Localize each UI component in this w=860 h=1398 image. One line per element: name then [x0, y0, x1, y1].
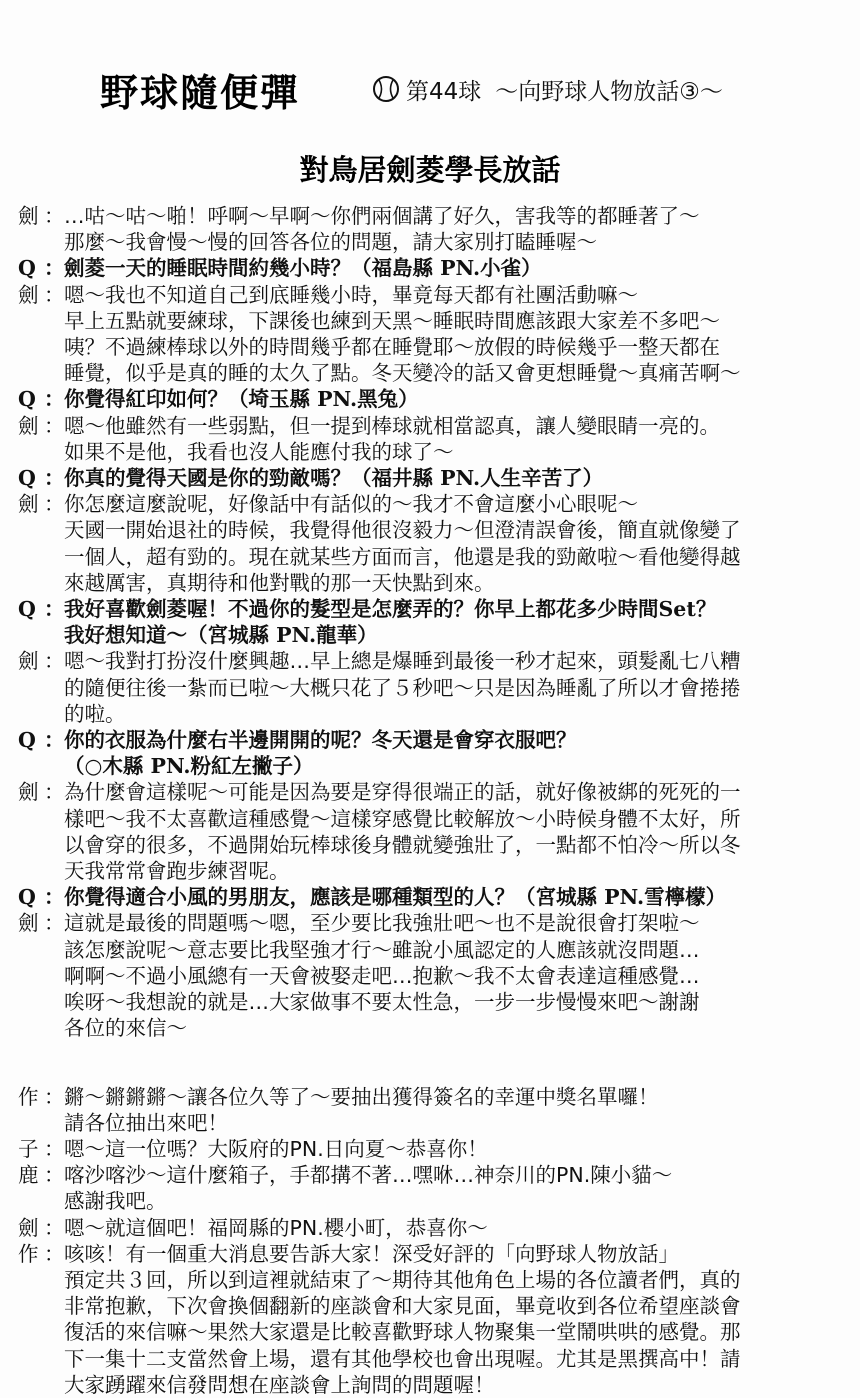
- qa-content: [18, 203, 818, 1398]
- speaker-colon: ：: [44, 466, 65, 491]
- speaker-colon: ：: [44, 1084, 65, 1109]
- entry-text: 你的衣服為什麼右半邊開開的呢？冬天還是會穿衣服吧？ （○木縣 PN.粉紅左撇子）: [64, 728, 577, 779]
- section-subtitle: 對鳥居劍菱學長放話: [299, 153, 561, 187]
- closing-entry: [18, 1136, 818, 1162]
- entry-text: 你真的覺得天國是你的勁敵嗎？（福井縣 PN.人生辛苦了）: [64, 466, 604, 491]
- speaker-label: Q: [18, 256, 36, 281]
- speaker-colon: ：: [44, 492, 65, 517]
- entry-text: 咳咳！有一個重大消息要告訴大家！深受好評的「向野球人物放話」 預定共３回，所以到這裡就結束了～期待其他角色上場的各位讀者們，真的 非常抱歉，下次會換個翻新的座談會和大家見面，畢竟收到各位希望座談會 復活的來信嘛～果然大家還是比較喜歡野球人物聚集一堂鬧哄哄的感覺。那 下一集十二支當然會上場，還有其他學校也會出現喔。尤其是黑撰高中！請 大家踴躍來信發問想在座談會上詢問的問題喔！: [64, 1241, 741, 1397]
- entry-text: 這就是最後的問題嗎～嗯，至少要比我強壯吧～也不是說很會打架啦～ 該怎麼說呢～意志要比我堅強才行～雖說小風認定的人應該就沒問題… 啊啊～不過小風總有一天會被娶走吧…抱歉～我不太會表達這種感覺… 唉呀～我想說的就是…大家做事不要太性急，一步一步慢慢來吧～謝謝 各位的來信～: [64, 911, 700, 1041]
- entry-text: 嗯～他雖然有一些弱點，但一提到棒球就相當認真，讓人變眼睛一亮的。 如果不是他，我看也沒人能應付我的球了～: [64, 413, 720, 464]
- header: [100, 64, 820, 114]
- speaker-colon: ：: [44, 204, 65, 228]
- speaker-label: 劍: [18, 911, 39, 936]
- entry-text: 嗯～我對打扮沒什麼興趣…早上總是爆睡到最後一秒才起來，頭髮亂七八糟 的隨便往後一紮而已啦～大概只花了５秒吧～只是因為睡亂了所以才會捲捲 的啦。: [64, 649, 741, 726]
- question-entry: [18, 596, 818, 648]
- speaker-colon: ：: [44, 649, 65, 674]
- question-entry: [18, 465, 818, 491]
- speaker-colon: ：: [44, 1241, 65, 1266]
- speaker-colon: ：: [44, 413, 65, 438]
- entry-text: 鏘～鏘鏘鏘～讓各位久等了～要抽出獲得簽名的幸運中獎名單囉！ 請各位抽出來吧！: [64, 1084, 659, 1135]
- chapter-heading: [406, 73, 723, 106]
- speaker-label: Q: [18, 387, 36, 412]
- question-entry: [18, 884, 818, 910]
- speaker-colon: ：: [44, 780, 65, 805]
- answer-entry: [18, 779, 818, 884]
- speaker-label: 劍: [18, 413, 39, 438]
- speaker-label: Q: [18, 885, 36, 910]
- speaker-label: 鹿: [18, 1163, 39, 1188]
- speaker-colon: ：: [44, 282, 65, 307]
- question-entry: [18, 255, 818, 281]
- question-entry: [18, 386, 818, 412]
- entry-text: 嗯～這一位嗎？大阪府的PN.日向夏～恭喜你！: [64, 1136, 488, 1161]
- speaker-label: Q: [18, 597, 36, 622]
- question-entry: [18, 727, 818, 779]
- speaker-label: 作: [18, 1241, 39, 1266]
- speaker-label: 劍: [18, 492, 39, 517]
- entry-text: 為什麼會這樣呢～可能是因為要是穿得很端正的話，就好像被綁的死死的一 樣吧～我不太喜歡這種感覺～這樣穿感覺比較解放～小時候身體不太好，所 以會穿的很多，不過開始玩棒球後身體就變強壯了，一點都不怕冷～所以冬 天我常常會跑步練習呢。: [64, 780, 741, 884]
- answer-entry: [18, 491, 818, 596]
- speaker-label: 作: [18, 1084, 39, 1109]
- speaker-colon: ：: [44, 1163, 65, 1188]
- section-gap: [18, 1042, 818, 1084]
- entry-text: 你怎麼這麼說呢，好像話中有話似的～我才不會這麼小心眼呢～ 天國一開始退社的時候，我覺得他很沒毅力～但澄清誤會後，簡直就像變了 一個人，超有勁的。現在就某些方面而言，他還是我的勁敵啦～看他變得越 來越厲害，真期待和他對戰的那一天快點到來。: [64, 492, 741, 595]
- entry-text: 我好喜歡劍菱喔！不過你的髮型是怎麼弄的？你早上都花多少時間Set？ 我好想知道～（宮城縣 PN.龍華）: [64, 597, 717, 648]
- speaker-colon: ：: [44, 1136, 65, 1161]
- closing-entry: [18, 1215, 818, 1241]
- closing-entry: [18, 1241, 818, 1398]
- speaker-colon: ：: [44, 728, 65, 753]
- series-title: 野球隨便彈: [100, 69, 301, 115]
- answer-entry: [18, 648, 818, 727]
- speaker-label: 劍: [18, 204, 39, 228]
- answer-entry: [18, 282, 818, 387]
- speaker-colon: ：: [44, 256, 65, 281]
- speaker-label: 劍: [18, 649, 39, 674]
- answer-entry: [18, 413, 818, 465]
- speaker-colon: ：: [44, 387, 65, 412]
- answer-entry: [18, 203, 818, 255]
- closing-entry: [18, 1084, 818, 1136]
- entry-text: …咕～咕～啪！呼啊～早啊～你們兩個講了好久，害我等的都睡著了～ 那麼～我會慢～慢的回答各位的問題，請大家別打瞌睡喔～: [64, 204, 700, 255]
- entry-text: 喀沙喀沙～這什麼箱子，手都搆不著…嘿咻…神奈川的PN.陳小貓～ 感謝我吧。: [64, 1163, 673, 1214]
- speaker-label: Q: [18, 466, 36, 491]
- entry-text: 你覺得適合小風的男朋友，應該是哪種類型的人？（宮城縣 PN.雪檸檬）: [64, 885, 727, 910]
- speaker-label: 劍: [18, 1215, 39, 1240]
- answer-entry: [18, 910, 818, 1041]
- entry-text: 嗯～就這個吧！福岡縣的PN.櫻小町，恭喜你～: [64, 1215, 488, 1240]
- chapter-number: 第44球: [406, 78, 482, 105]
- speaker-colon: ：: [44, 911, 65, 936]
- chapter-subtitle: ～向野球人物放話③～: [495, 78, 723, 105]
- speaker-colon: ：: [44, 597, 65, 622]
- speaker-label: 劍: [18, 282, 39, 307]
- entry-text: 你覺得紅印如何？（埼玉縣 PN.黑兔）: [64, 387, 419, 412]
- closing-entry: [18, 1162, 818, 1214]
- speaker-label: 劍: [18, 780, 39, 805]
- entry-text: 劍菱一天的睡眠時間約幾小時？（福島縣 PN.小雀）: [64, 256, 542, 281]
- entry-text: 嗯～我也不知道自己到底睡幾小時，畢竟每天都有社團活動嘛～ 早上五點就要練球，下課後也練到天黑～睡眠時間應該跟大家差不多吧～ 咦？不過練棒球以外的時間幾乎都在睡覺耶～放假的時候幾乎一整天都在 睡覺，似乎是真的睡的太久了點。冬天變冷的話又會更想睡覺～真痛苦啊～: [64, 282, 741, 386]
- speaker-colon: ：: [44, 1215, 65, 1240]
- speaker-colon: ：: [44, 885, 65, 910]
- speaker-label: Q: [18, 728, 36, 753]
- speaker-label: 子: [18, 1136, 39, 1161]
- baseball-icon: [372, 75, 400, 103]
